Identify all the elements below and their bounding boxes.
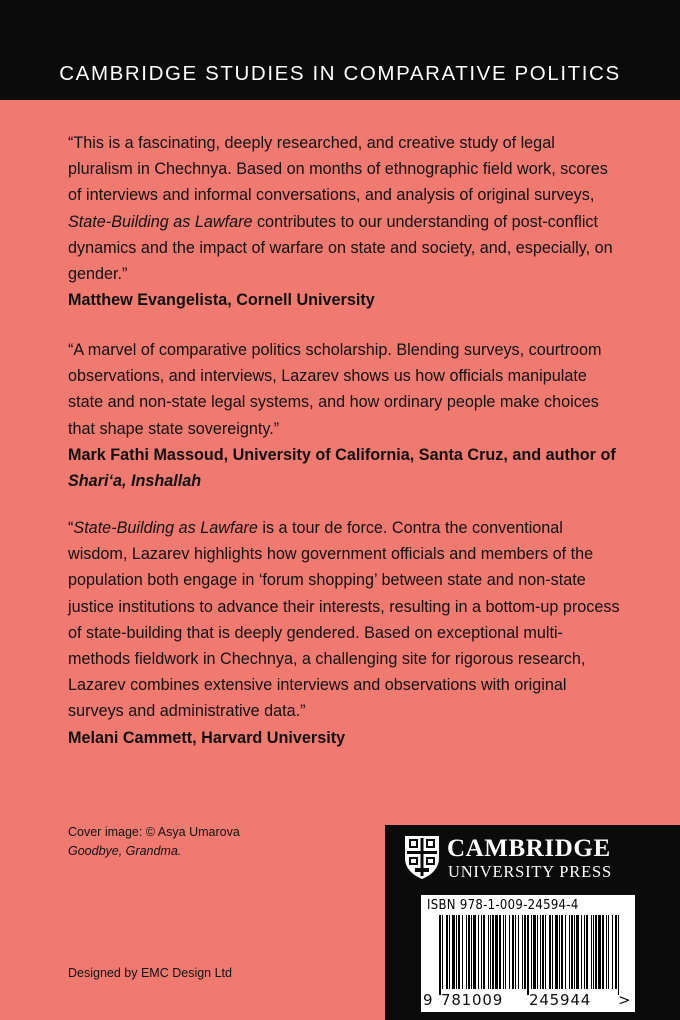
- barcode-bar: [456, 915, 457, 989]
- barcode-bar: [499, 915, 501, 989]
- barcode-bar: [462, 915, 463, 989]
- barcode-bar: [524, 915, 526, 989]
- barcode-bar: [571, 915, 573, 989]
- barcode-digit-lead: 9: [423, 991, 433, 1009]
- barcode-bar: [509, 915, 510, 989]
- barcode-bar: [561, 915, 563, 989]
- barcode-bar: [527, 915, 529, 995]
- barcode: [421, 895, 635, 1012]
- quote-text: “A marvel of comparative politics scholarship. Blending surveys, courtroom observations, and interviews, Lazarev shows us how officials manipulate state and non-state legal systems, and how ordinary people make choices that shape state sovereignty.”: [68, 341, 602, 438]
- barcode-bar: [549, 915, 551, 989]
- quote-attribution: Melani Cammett, Harvard University: [68, 728, 346, 747]
- series-title: CAMBRIDGE STUDIES IN COMPARATIVE POLITICS: [59, 62, 621, 85]
- book-title: State-Building as Lawfare: [73, 519, 258, 537]
- barcode-bar: [606, 915, 607, 989]
- barcode-bar: [612, 915, 613, 989]
- barcode-bar: [593, 915, 594, 989]
- barcode-bar: [555, 915, 558, 989]
- barcode-bar: [490, 915, 491, 989]
- barcode-bar: [565, 915, 566, 989]
- barcode-bar: [439, 915, 441, 995]
- barcode-bar: [591, 915, 592, 989]
- series-band: [0, 0, 680, 100]
- barcode-bar: [602, 915, 604, 989]
- barcode-bar: [452, 915, 455, 989]
- isbn-label: ISBN 978-1-009-24594-4: [427, 898, 579, 913]
- barcode-bar: [483, 915, 485, 989]
- barcode-bar: [518, 915, 519, 989]
- barcode-bar: [442, 915, 443, 989]
- barcode-bar: [512, 915, 514, 989]
- barcode-bar: [458, 915, 460, 989]
- barcode-bar: [542, 915, 544, 989]
- barcode-bar: [471, 915, 472, 989]
- publisher-subtitle: UNIVERSITY PRESS: [448, 862, 612, 881]
- barcode-bar: [478, 915, 479, 989]
- barcode-bar: [586, 915, 588, 989]
- barcode-bar: [522, 915, 523, 989]
- cover-credit: [68, 823, 240, 861]
- barcode-bar: [533, 915, 536, 989]
- barcode-bar: [503, 915, 504, 989]
- barcode-bar: [540, 915, 541, 989]
- barcode-bar: [537, 915, 538, 989]
- barcode-bar: [569, 915, 570, 989]
- quote-text: “State-Building as Lawfare is a tour de force. Contra the conventional wisdom, Lazarev highlights how government officials and members of the population both engage in ‘forum shopping’ between state and non-state justice institutions to advance their interests, resulting in a bottom-up process of state-building that is deeply gendered. Based on exceptional multi-methods fieldwork in Chechnya, a challenging site for rigorous research, Lazarev combines extensive interviews and observations with original surveys and administrative data.”: [68, 519, 620, 721]
- barcode-bar: [481, 915, 482, 989]
- barcode-bar: [505, 915, 506, 989]
- barcode-digits-right: 245944: [529, 991, 592, 1009]
- barcode-bar: [615, 915, 617, 989]
- barcode-bar: [581, 915, 582, 989]
- barcode-bar: [473, 915, 476, 989]
- publisher-box: [385, 825, 680, 1020]
- barcode-bar: [492, 915, 494, 989]
- barcode-bar: [495, 915, 498, 989]
- barcode-bar: [595, 915, 597, 989]
- quote-text: “This is a fascinating, deeply researched, and creative study of legal pluralism in Chechnya. Based on months of ethnographic field work, scores of interviews and informal conversations, and analysis of original surveys, State-Building as Lawfare contributes to our understanding of post-conflict dynamics and the impact of warfare on state and society, and, especially, on gender.”: [68, 134, 613, 284]
- barcode-bar: [608, 915, 609, 989]
- barcode-bar: [584, 915, 585, 989]
- endorsement-quote-3: [68, 515, 624, 751]
- cover-image-credit: Cover image: © Asya Umarova: [68, 825, 240, 839]
- barcode-bar: [515, 915, 516, 989]
- barcode-bar: [598, 915, 601, 989]
- book-title: State-Building as Lawfare: [68, 212, 253, 231]
- quote-attribution: Matthew Evangelista, Cornell University: [68, 291, 375, 310]
- barcode-bar: [449, 915, 450, 989]
- barcode-bar: [466, 915, 467, 989]
- cambridge-crest-icon: [403, 834, 441, 880]
- barcode-bar: [468, 915, 470, 989]
- barcode-digits-left: 781009: [441, 991, 504, 1009]
- barcode-bar: [446, 915, 448, 989]
- designer-credit: Designed by EMC Design Ltd: [68, 966, 232, 980]
- barcode-bar: [559, 915, 560, 989]
- barcode-quiet-mark: >: [618, 991, 631, 1009]
- barcode-bar: [488, 915, 489, 989]
- publisher-name: CAMBRIDGE: [447, 835, 611, 862]
- barcode-bar: [552, 915, 553, 989]
- barcode-bar: [576, 915, 579, 989]
- barcode-bar: [531, 915, 532, 989]
- endorsement-quote-2: [68, 337, 624, 494]
- endorsement-quote-1: [68, 130, 624, 313]
- book-title: Shari‘a, Inshallah: [68, 472, 202, 491]
- barcode-bar: [618, 915, 619, 995]
- quote-attribution: Mark Fathi Massoud, University of California, Santa Cruz, and author of Shari‘a, Inshallah: [68, 445, 616, 491]
- cover-artwork-title: Goodbye, Grandma.: [68, 844, 182, 858]
- barcode-bar: [574, 915, 575, 989]
- barcode-bar: [545, 915, 546, 989]
